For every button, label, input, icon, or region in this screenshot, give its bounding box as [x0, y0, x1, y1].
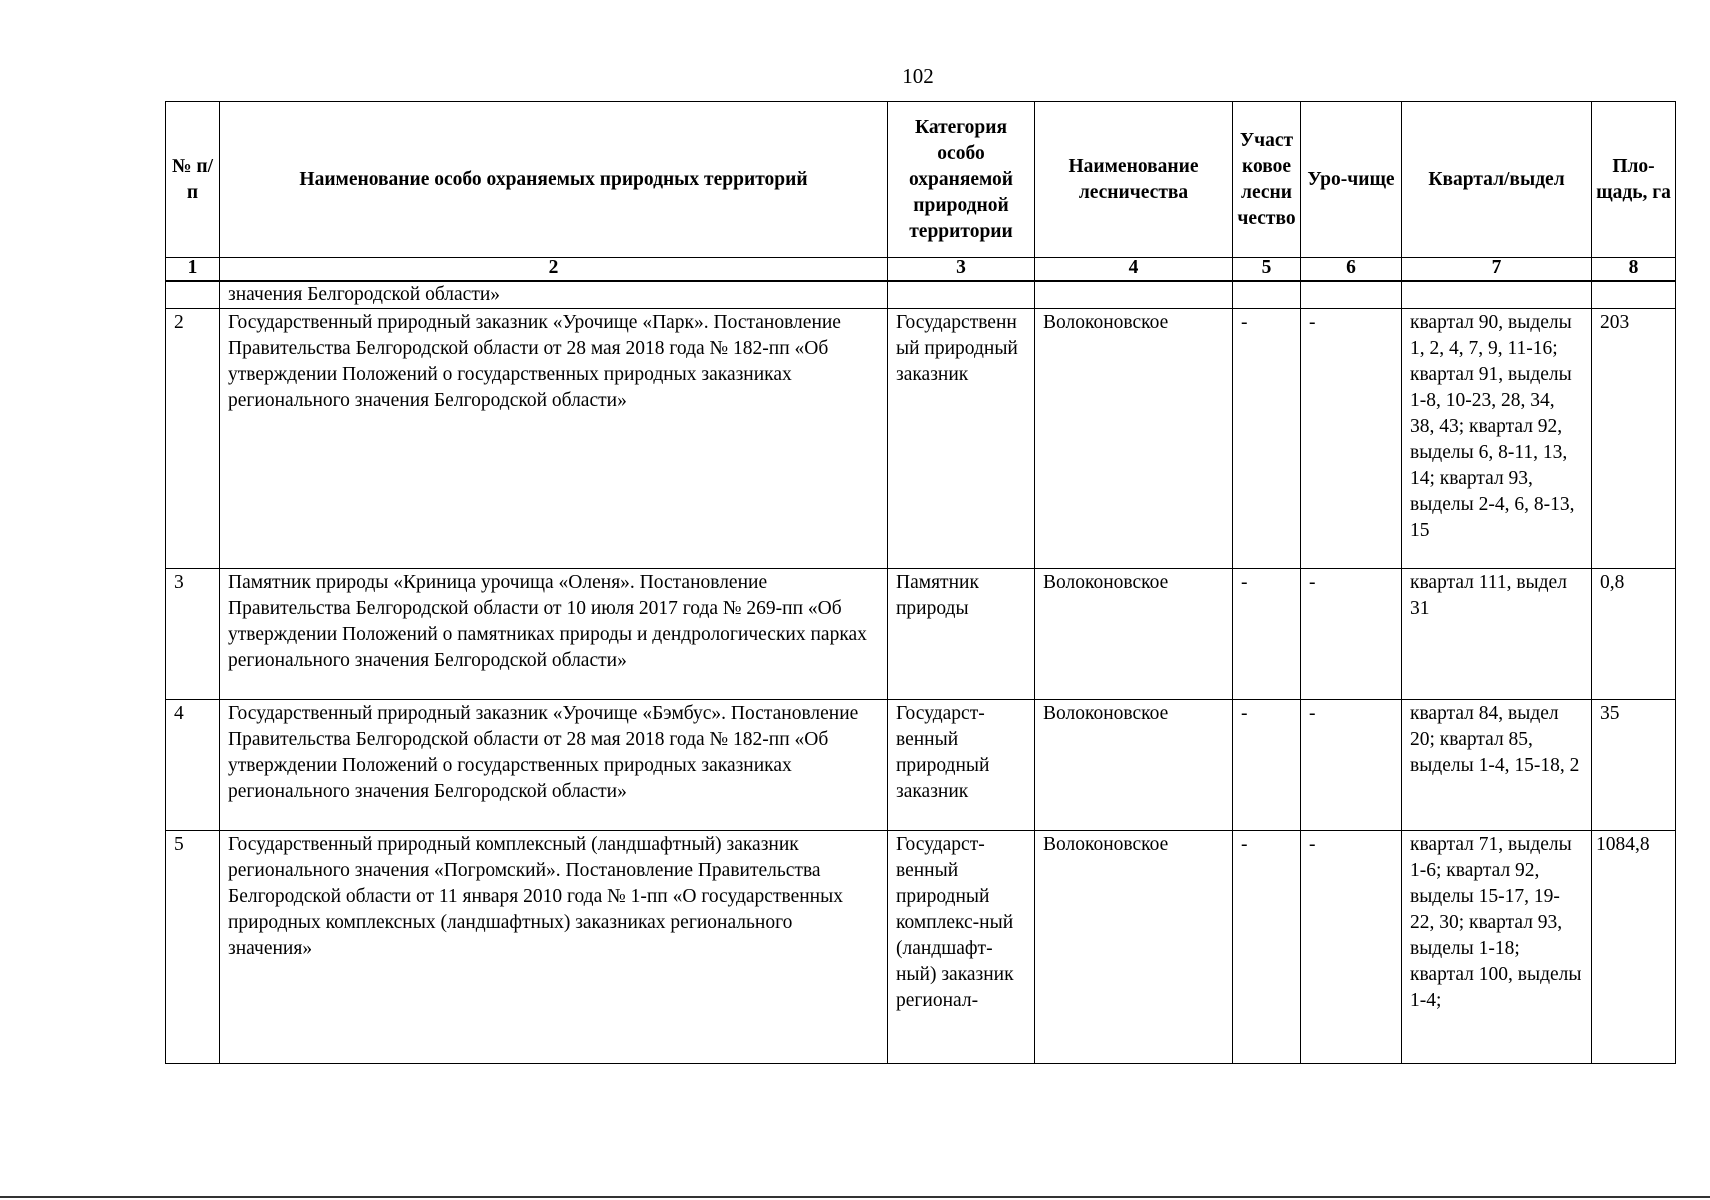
row-name: Памятник природы «Криница урочища «Оленя». Постановление Правительства Белгородской области от 10 июля 2017 года № 269-пп «Об утверждении Положений о памятниках природы и дендрологических парках регионального значения Белгородской области»: [220, 569, 888, 700]
scan-edge-line: [0, 1196, 1710, 1198]
row-number: 4: [166, 700, 220, 831]
row-number: 3: [166, 569, 220, 700]
row-district-forestry: -: [1233, 700, 1301, 831]
header-forestry: Наименование лесничества: [1035, 102, 1233, 258]
table-header-row: [166, 102, 1676, 258]
table-row: [166, 700, 1676, 831]
row-category: Памятник природы: [888, 569, 1035, 700]
header-district-forestry: Участковое лесничество: [1233, 102, 1301, 258]
row-name: Государственный природный комплексный (ландшафтный) заказник регионального значения «Погромский». Постановление Правительства Белгородской области от 11 января 2010 года № 1-пп «О государственных природных комплексных (ландшафтных) заказниках регионального значения»: [220, 831, 888, 1064]
row-quarter: квартал 84, выдел 20; квартал 85, выделы 1-4, 15-18, 2: [1402, 700, 1592, 831]
row-forestry: Волоконовское: [1035, 700, 1233, 831]
row-category: Государст-венный природный заказник: [888, 700, 1035, 831]
column-number: 7: [1402, 258, 1592, 282]
row-tract: -: [1301, 309, 1402, 569]
row-tract: -: [1301, 569, 1402, 700]
column-number: 5: [1233, 258, 1301, 282]
row-forestry: Волоконовское: [1035, 309, 1233, 569]
row-tract: -: [1301, 831, 1402, 1064]
row-area: 1084,8: [1592, 831, 1676, 1064]
row-district-forestry: -: [1233, 569, 1301, 700]
row-forestry: Волоконовское: [1035, 569, 1233, 700]
table-row: [166, 569, 1676, 700]
row-area: 0,8: [1592, 569, 1676, 700]
row-area: 35: [1592, 700, 1676, 831]
row-forestry: Волоконовское: [1035, 831, 1233, 1064]
row-number: 5: [166, 831, 220, 1064]
row-quarter: квартал 111, выдел 31: [1402, 569, 1592, 700]
header-number: № п/п: [166, 102, 220, 258]
table-row: [166, 309, 1676, 569]
header-name: Наименование особо охраняемых природных территорий: [220, 102, 888, 258]
row-quarter: квартал 71, выделы 1-6; квартал 92, выделы 15-17, 19-22, 30; квартал 93, выделы 1-18; квартал 100, выделы 1-4;: [1402, 831, 1592, 1064]
header-category: Категория особо охраняемой природной территории: [888, 102, 1035, 258]
continuation-text: значения Белгородской области»: [220, 281, 888, 309]
row-tract: -: [1301, 700, 1402, 831]
row-district-forestry: -: [1233, 309, 1301, 569]
header-area: Пло-щадь, га: [1592, 102, 1676, 258]
page-number: 102: [902, 64, 934, 88]
row-district-forestry: -: [1233, 831, 1301, 1064]
row-quarter: квартал 90, выделы 1, 2, 4, 7, 9, 11-16; квартал 91, выделы 1-8, 10-23, 28, 34, 38, 43; квартал 92, выделы 6, 8-11, 13, 14; квартал 93, выделы 2-4, 6, 8-13, 15: [1402, 309, 1592, 569]
header-quarter: Квартал/выдел: [1402, 102, 1592, 258]
continuation-row: [166, 281, 1676, 309]
column-number: 3: [888, 258, 1035, 282]
protected-areas-table: [165, 101, 1676, 1064]
row-name: Государственный природный заказник «Урочище «Бэмбус». Постановление Правительства Белгородской области от 28 мая 2018 года № 182-пп «Об утверждении Положений о государственных природных заказниках регионального значения Белгородской области»: [220, 700, 888, 831]
row-category: Государственный природный заказник: [888, 309, 1035, 569]
header-tract: Уро-чище: [1301, 102, 1402, 258]
column-number: 2: [220, 258, 888, 282]
row-category: Государст-венный природный комплекс-ный (ландшафт-ный) заказник регионал-: [888, 831, 1035, 1064]
column-number: 4: [1035, 258, 1233, 282]
column-number: 1: [166, 258, 220, 282]
row-number: 2: [166, 309, 220, 569]
row-name: Государственный природный заказник «Урочище «Парк». Постановление Правительства Белгородской области от 28 мая 2018 года № 182-пп «Об утверждении Положений о государственных природных заказниках регионального значения Белгородской области»: [220, 309, 888, 569]
column-number: 8: [1592, 258, 1676, 282]
row-area: 203: [1592, 309, 1676, 569]
column-number: 6: [1301, 258, 1402, 282]
column-numbers-row: [166, 258, 1676, 282]
table-row: [166, 831, 1676, 1064]
